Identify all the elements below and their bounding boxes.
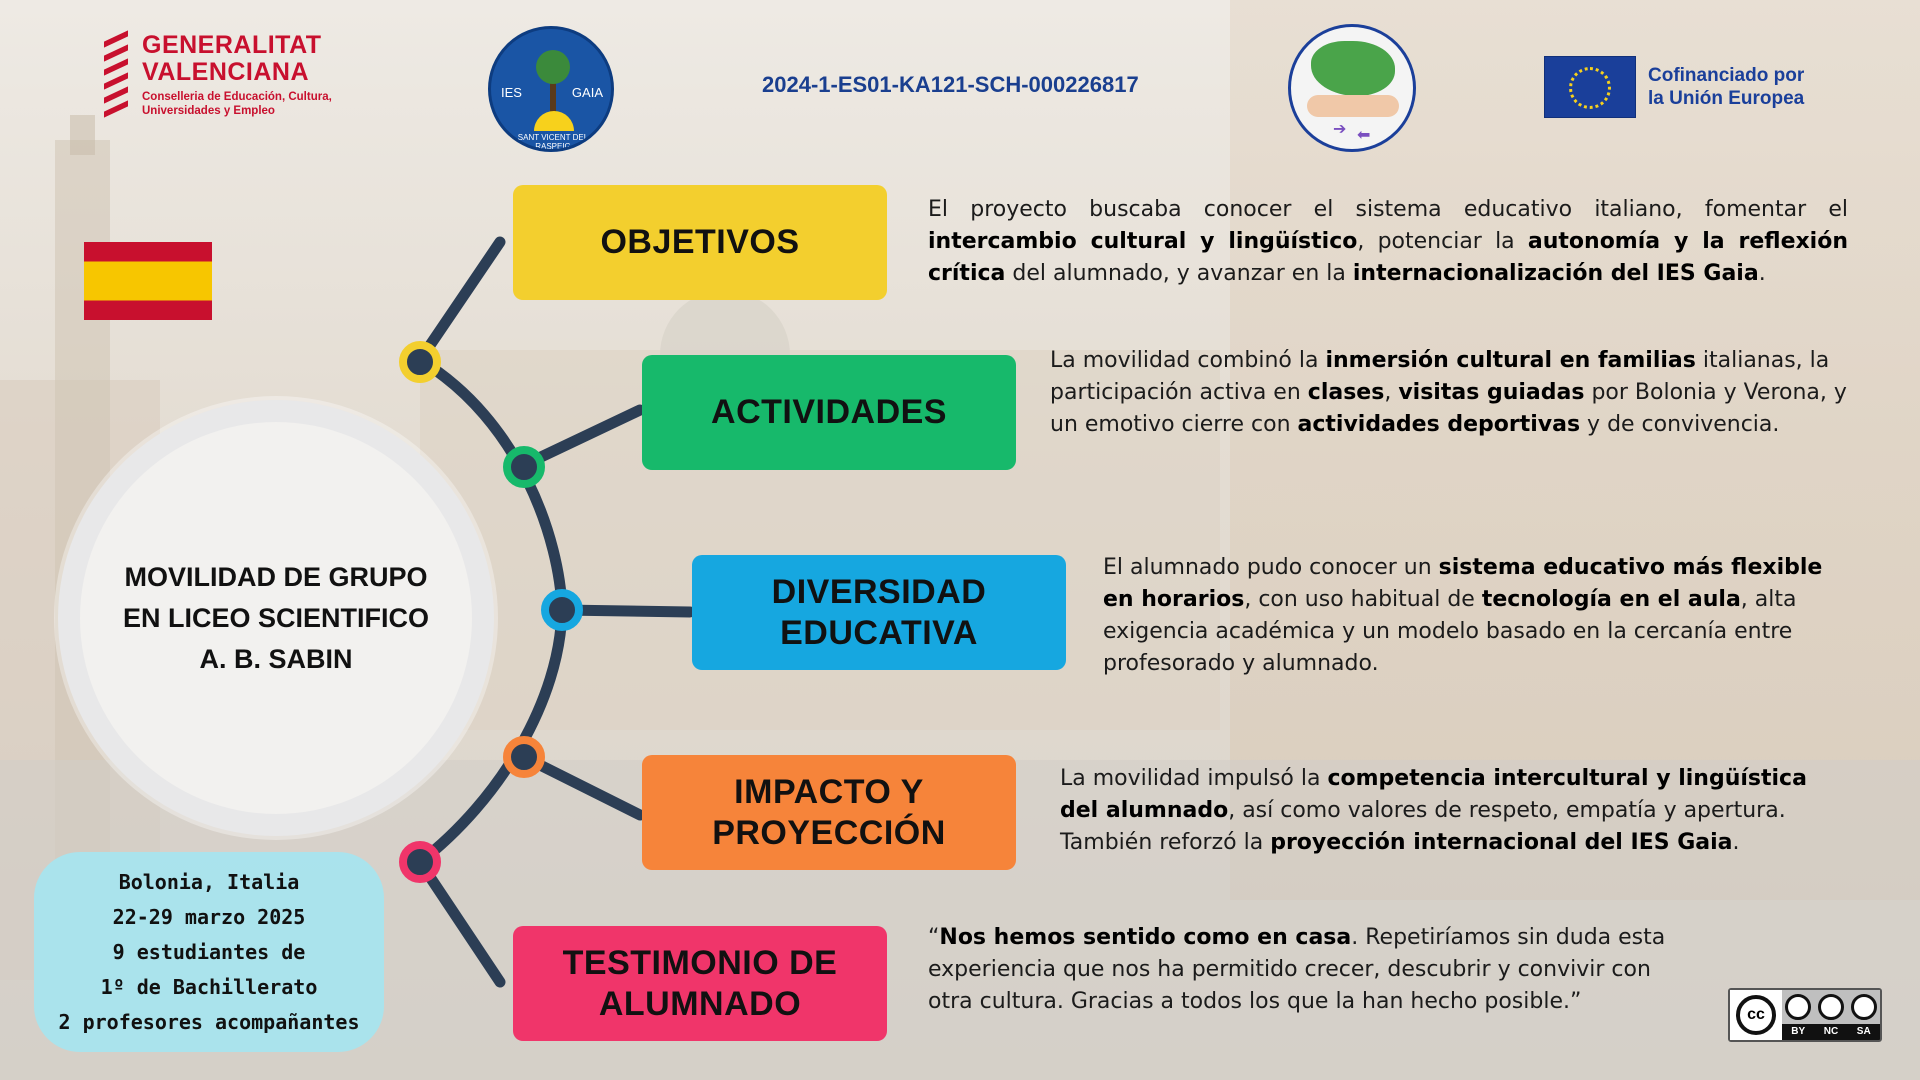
main-title-line3: A. B. SABIN <box>199 643 353 674</box>
node-impacto <box>507 740 541 774</box>
generalitat-name-line1: GENERALITAT <box>142 31 322 59</box>
tag-impacto-label-line1: IMPACTO Y <box>734 772 924 811</box>
ies-logo-text-bottom: SANT VICENT DEL RASPEIG <box>517 133 589 151</box>
cc-nc-label: NC <box>1823 1026 1839 1037</box>
by-icon <box>1785 994 1811 1020</box>
arrow-right-icon: ➔ <box>1333 119 1347 138</box>
cc-by-label: BY <box>1791 1026 1806 1037</box>
generalitat-name-line2: VALENCIANA <box>142 58 310 86</box>
tag-testimonio-label-line1: TESTIMONIO DE <box>562 943 838 982</box>
tag-diversidad <box>692 555 1066 670</box>
impacto-description: La movilidad impulsó la competencia intercultural y lingüística del alumnado, así como valores de respeto, empatía y apertura. También reforzó la proyección internacional del IES Gaia. <box>1060 766 1807 855</box>
node-diversidad <box>545 593 579 627</box>
info-line: 2 profesores acompañantes <box>58 1009 360 1034</box>
main-title-circle <box>58 400 494 836</box>
eu-text-line2: la Unión Europea <box>1648 88 1805 109</box>
diversidad-description: El alumnado pudo conocer un sistema educativo más flexible en horarios, con uso habitual de tecnología en el aula, alta exigencia académica y un modelo basado en la cercanía entre profesorado y alumnado. <box>1103 555 1823 676</box>
tag-testimonio-label-line2: ALUMNADO <box>598 984 802 1023</box>
tag-actividades <box>642 355 1016 470</box>
tag-objetivos-label: OBJETIVOS <box>600 223 800 261</box>
main-title-line1: MOVILIDAD DE GRUPO <box>124 561 428 592</box>
project-code: 2024-1-ES01-KA121-SCH-000226817 <box>762 72 1139 97</box>
sa-icon <box>1851 994 1877 1020</box>
node-objetivos <box>403 345 437 379</box>
conselleria-line2: Universidades y Empleo <box>142 105 275 117</box>
tag-diversidad-label-line2: EDUCATIVA <box>780 613 978 652</box>
tag-testimonio <box>513 926 887 1041</box>
main-title-line2: EN LICEO SCIENTIFICO <box>122 602 430 633</box>
tag-actividades-label: ACTIVIDADES <box>711 393 947 431</box>
nc-icon <box>1818 994 1844 1020</box>
actividades-description: La movilidad combinó la inmersión cultural en familias italianas, la participación activa en clases, visitas guiadas por Bolonia y Verona, y un emotivo cierre con actividades deportivas y de convivencia. <box>1050 348 1847 437</box>
cc-icon: cc <box>1736 995 1776 1035</box>
trip-info-box <box>34 852 384 1052</box>
node-testimonio <box>403 845 437 879</box>
node-actividades <box>507 450 541 484</box>
info-line: 22-29 marzo 2025 <box>112 904 306 929</box>
arrow-left-icon: ⬅ <box>1357 125 1371 144</box>
testimonio-description: “Nos hemos sentido como en casa. Repetiríamos sin duda esta experiencia que nos ha permitido crecer, descubrir y convivir con otra cultura. Gracias a todos los que la han hecho posible.” <box>928 925 1666 1014</box>
eu-text-line1: Cofinanciado por <box>1648 65 1805 86</box>
tag-impacto <box>642 755 1016 870</box>
tag-diversidad-label-line1: DIVERSIDAD <box>771 572 987 611</box>
ies-logo-text-left: IES <box>501 85 522 100</box>
cc-sa-label: SA <box>1856 1026 1871 1037</box>
info-line: 9 estudiantes de <box>112 939 306 964</box>
objetivos-description: El proyecto buscaba conocer el sistema educativo italiano, fomentar el intercambio cultural y lingüístico, potenciar la autonomía y la reflexión crítica del alumnado, y avanzar en la internacionalización del IES Gaia. <box>928 197 1849 286</box>
tag-objetivos <box>513 185 887 300</box>
cc-license-badge <box>1728 988 1882 1042</box>
info-line: 1º de Bachillerato <box>100 974 318 999</box>
ies-logo-text-right: GAIA <box>571 85 603 100</box>
info-line: Bolonia, Italia <box>118 869 300 894</box>
conselleria-line1: Conselleria de Educación, Cultura, <box>142 91 332 103</box>
tag-impacto-label-line2: PROYECCIÓN <box>712 813 946 852</box>
